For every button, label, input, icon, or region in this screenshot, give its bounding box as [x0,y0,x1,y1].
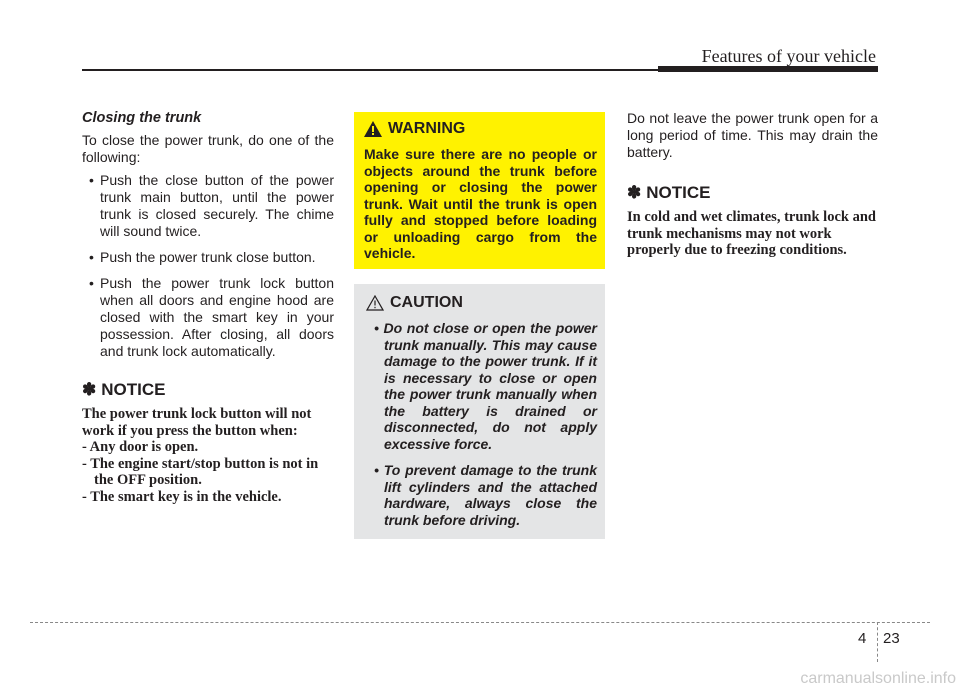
left-column [82,110,334,505]
list-item: - The smart key is in the vehicle. [82,488,282,505]
caution-box [354,284,605,539]
section-title: Features of your vehicle [701,46,876,66]
asterisk-icon: ✽ [627,183,642,202]
page-number: 23 [883,630,900,647]
list-item: - The engine start/stop button is not in the OFF position. [82,455,319,488]
list-item: • Push the power trunk close button. [89,249,316,265]
footer-vertical-divider [877,622,878,662]
right-column [627,110,878,259]
notice-heading: ✽ NOTICE [82,380,166,399]
caution-triangle-icon [366,295,384,311]
closing-intro: To close the power trunk, do one of the following: [82,132,334,165]
notice-body: In cold and wet climates, trunk lock and trunk mechanisms may not work properly due to freezing conditions. [627,209,876,258]
warning-box [354,112,605,269]
chapter-number: 4 [858,630,867,647]
notice-body: The power trunk lock button will not work if you press the button when: - Any door is open. - The engine start/stop button is not in the OFF position. - The smart key is in the vehicle. [82,406,334,505]
closing-bullet-list [82,172,334,360]
warning-body: Make sure there are no people or objects around the trunk before opening or closing the power trunk. Wait until the trunk is open fully and stopped before loading or unloading cargo from the vehicle. [364,146,597,261]
closing-subheading: Closing the trunk [82,110,202,126]
bullet-icon: • [89,172,94,188]
list-item: • Push the power trunk lock button when all doors and engine hood are closed with the smart key in your possession. After closing, all doors and trunk lock automatically. [89,275,334,359]
warning-heading: WARNING [364,120,597,138]
bullet-icon: • [89,275,94,291]
warning-triangle-icon [364,121,382,137]
list-item: • Do not close or open the power trunk manually. This may cause damage to the power trunk. If it is necessary to close or open the power trunk manually when the battery is drained or disconnected, do not apply excessive force. [374,320,598,452]
bullet-icon: • [374,462,384,478]
notice-heading: ✽ NOTICE [627,183,711,202]
footer-divider [30,622,930,623]
asterisk-icon: ✽ [82,380,97,399]
battery-note: Do not leave the power trunk open for a long period of time. This may drain the battery. [627,110,878,160]
bullet-icon: • [374,320,384,336]
watermark: carmanualsonline.info [800,670,956,687]
list-item: • To prevent damage to the trunk lift cylinders and the attached hardware, always close the trunk before driving. [374,462,597,528]
list-item: • Push the close button of the power trunk main button, until the power trunk is closed securely. The chime will sound twice. [89,172,334,239]
list-item: - Any door is open. [82,439,199,455]
caution-list [366,320,597,528]
caution-heading: CAUTION [366,294,597,312]
bullet-icon: • [89,249,94,265]
header-rule-accent [658,66,878,72]
